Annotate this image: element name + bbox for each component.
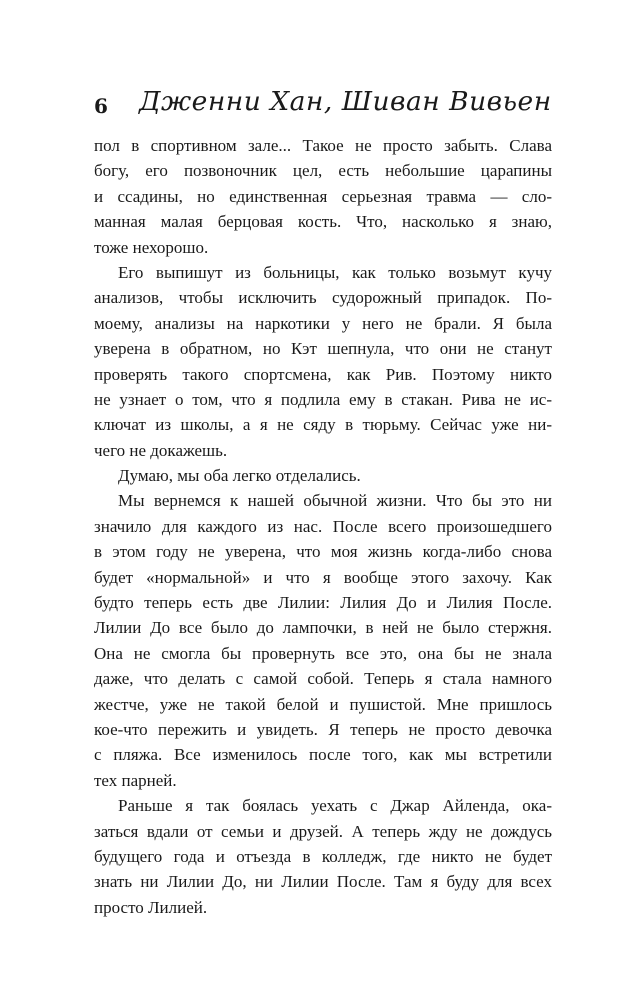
- text-line: тех парней.: [94, 770, 177, 790]
- text-line: проверять такого спортсмена, как Рив. Поэтому никто: [94, 364, 552, 384]
- text-line: будет «нормальной» и что я вообще этого захочу. Как: [94, 567, 552, 587]
- running-title: Дженни Хан, Шиван Вивьен: [139, 86, 552, 117]
- text-line: пол в спортивном зале... Такое не просто забыть. Слава: [94, 136, 552, 155]
- text-line: богу, его позвоночник цел, есть небольшие царапины: [94, 161, 552, 181]
- text-line: Раньше я так боялась уехать с Джар Айленда, ока-: [118, 796, 552, 816]
- text-line: анализов, чтобы исключить судорожный припадок. По-: [94, 288, 552, 308]
- text-line: чего не докажешь.: [94, 440, 228, 460]
- page-header: [94, 78, 559, 128]
- page-number: 6: [94, 94, 108, 118]
- text-line: жестче, уже не такой белой и пушистой. Мне пришлось: [94, 694, 552, 714]
- text-line: даже, что делать с самой собой. Теперь я стала намного: [94, 669, 552, 689]
- text-line: тоже нехорошо.: [94, 237, 209, 257]
- text-line: и ссадины, но единственная серьезная травма — сло-: [94, 186, 552, 206]
- text-line: будто теперь есть две Лилии: Лилия До и Лилия После.: [94, 593, 552, 613]
- text-line: ключат из школы, а я не сяду в тюрьму. Сейчас уже ни-: [94, 415, 552, 435]
- text-line: Она не смогла бы провернуть все это, она бы не знала: [94, 643, 552, 663]
- text-line: заться вдали от семьи и друзей. А теперь жду не дождусь: [94, 821, 552, 841]
- text-line: Лилии До все было до лампочки, в ней не было стержня.: [94, 618, 552, 638]
- text-line: с пляжа. Все изменилось после того, как мы встретили: [94, 745, 552, 765]
- text-line: не узнает о том, что я подлила ему в стакан. Рива не ис-: [94, 389, 552, 409]
- text-line: значило для каждого из нас. После всего произошедшего: [94, 516, 552, 536]
- text-line: в этом году не уверена, что моя жизнь когда-либо снова: [94, 542, 552, 562]
- text-line: будущего года и отъезда в колледж, где никто не будет: [94, 846, 552, 866]
- text-line: кое-что пережить и увидеть. Я теперь не просто девочка: [94, 719, 552, 739]
- body-text: [94, 133, 552, 920]
- text-line: Мы вернемся к нашей обычной жизни. Что бы это ни: [118, 491, 552, 511]
- text-line: уверена в обратном, но Кэт шепнула, что они не станут: [94, 339, 552, 359]
- text-line: моему, анализы на наркотики у него не брали. Я была: [94, 313, 552, 333]
- text-line: Его выпишут из больницы, как только возьмут кучу: [118, 262, 552, 282]
- text-line: просто Лилией.: [94, 897, 208, 917]
- text-line: знать ни Лилии До, ни Лилии После. Там я буду для всех: [94, 872, 552, 892]
- text-line: манная малая берцовая кость. Что, насколько я знаю,: [94, 212, 552, 232]
- text-line: Думаю, мы оба легко отделались.: [118, 466, 361, 486]
